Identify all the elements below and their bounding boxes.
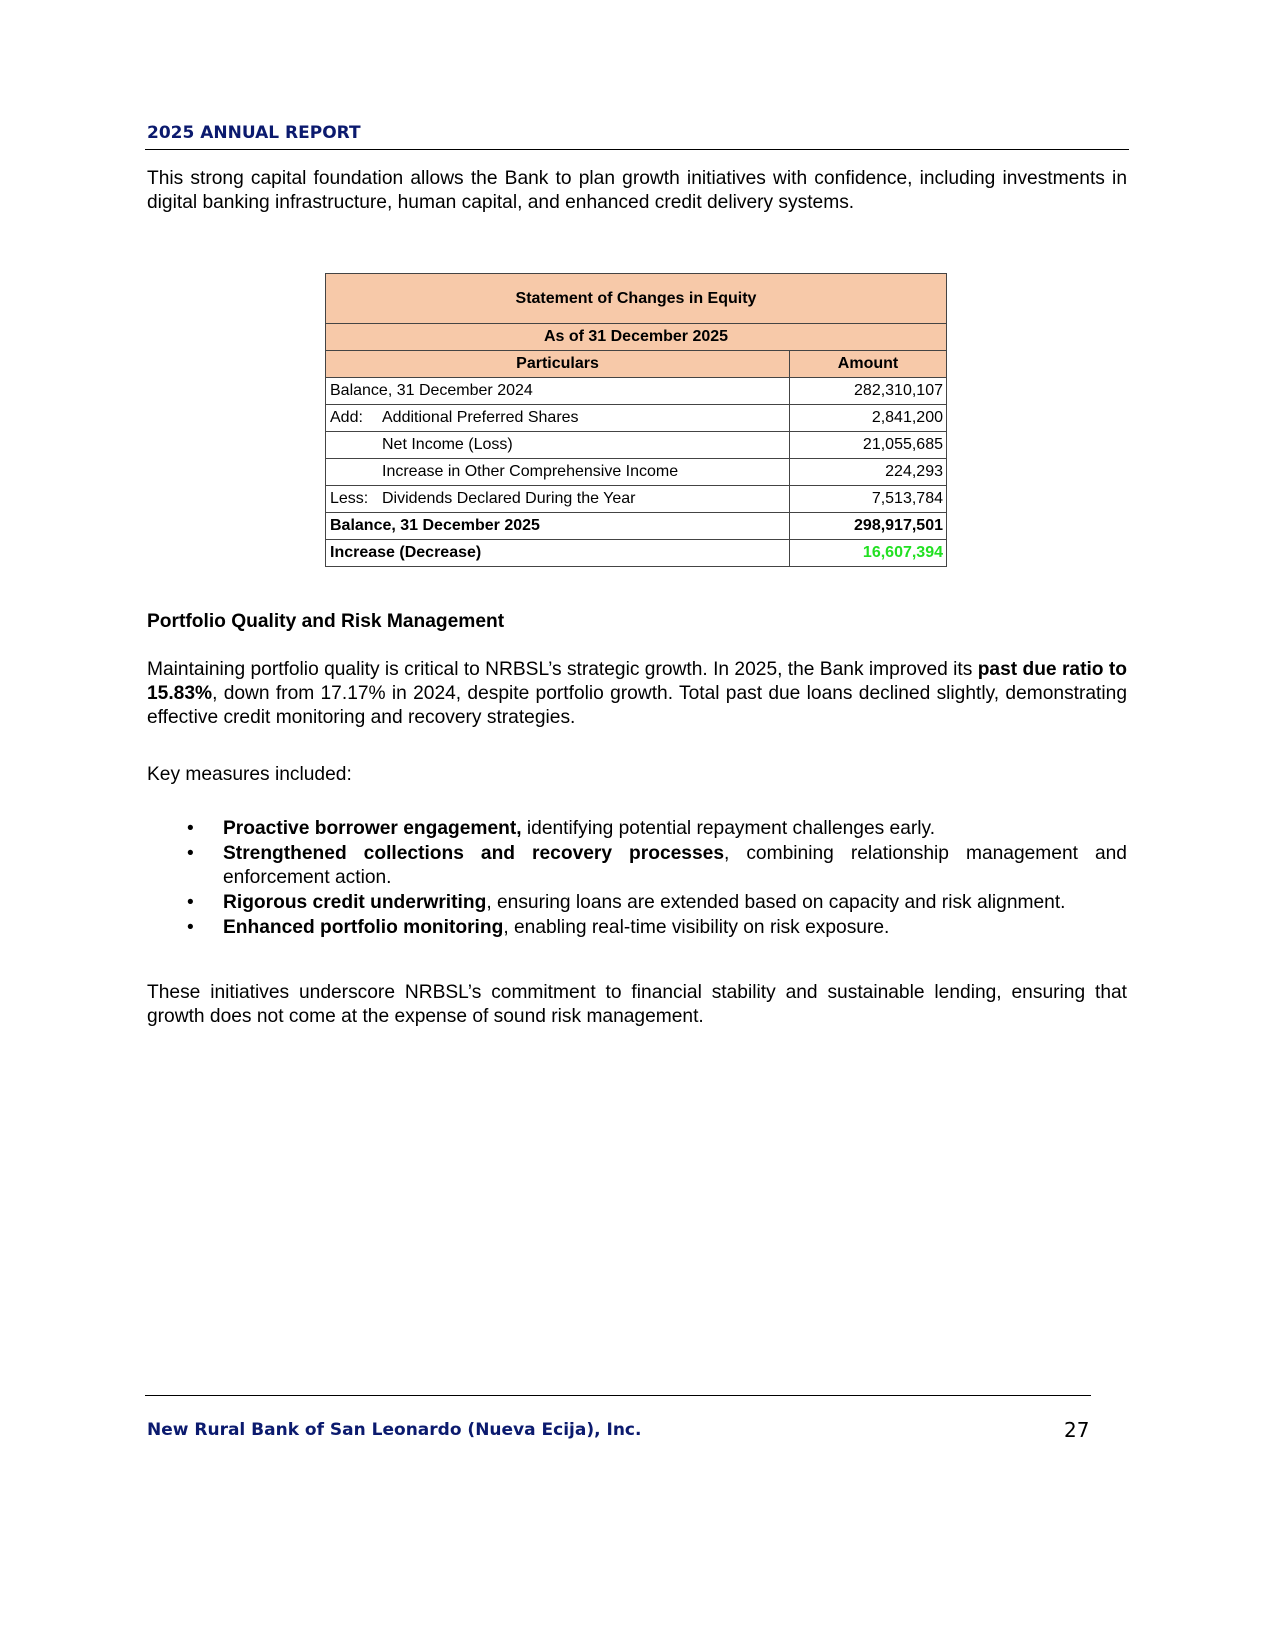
list-item <box>147 817 1127 841</box>
list-item-text: , ensuring loans are extended based on capacity and risk alignment. <box>486 892 1066 913</box>
bullet-icon: • <box>187 917 194 938</box>
equity-statement-table <box>325 273 947 567</box>
list-item-emphasis: Rigorous credit underwriting <box>223 892 487 913</box>
list-item-text: identifying potential repayment challenges early. <box>521 818 936 839</box>
row-label-cell <box>326 405 790 432</box>
column-header-particulars: Particulars <box>326 351 790 378</box>
table-row-change <box>326 540 947 567</box>
paragraph-text: Maintaining portfolio quality is critical to NRBSL’s strategic growth. In 2025, the Bank improved its <box>147 659 978 680</box>
section-heading: Portfolio Quality and Risk Management <box>147 611 505 632</box>
list-item <box>147 916 1127 940</box>
header-divider <box>145 149 1129 150</box>
list-item-emphasis: Strengthened collections and recovery processes <box>223 843 724 864</box>
row-label: Balance, 31 December 2025 <box>326 513 790 540</box>
row-prefix: Add: <box>330 409 363 426</box>
bullet-icon: • <box>187 892 194 913</box>
table-row <box>326 405 947 432</box>
row-label: Additional Preferred Shares <box>382 409 579 426</box>
list-item-emphasis: Proactive borrower engagement, <box>223 818 522 839</box>
table-row <box>326 432 947 459</box>
table-row <box>326 378 947 405</box>
row-label-cell <box>326 432 790 459</box>
footer-organization: New Rural Bank of San Leonardo (Nueva Ecija), Inc. <box>147 1420 642 1440</box>
paragraph-emphasis: past due ratio to 15.83% <box>147 659 1127 704</box>
list-item-emphasis: Enhanced portfolio monitoring <box>223 917 504 938</box>
column-header-amount: Amount <box>790 351 947 378</box>
row-amount: 2,841,200 <box>790 405 947 432</box>
row-label: Balance, 31 December 2024 <box>326 378 790 405</box>
row-label: Dividends Declared During the Year <box>382 490 636 507</box>
row-label-cell <box>326 486 790 513</box>
row-amount: 298,917,501 <box>790 513 947 540</box>
list-item <box>147 842 1127 890</box>
table-title: Statement of Changes in Equity <box>326 274 947 324</box>
closing-paragraph: These initiatives underscore NRBSL’s commitment to financial stability and sustainable lending, ensuring that growth does not come at the expense of sound risk management. <box>147 982 1127 1027</box>
row-label: Net Income (Loss) <box>382 436 513 453</box>
bullet-icon: • <box>187 818 194 839</box>
row-amount-highlight: 16,607,394 <box>790 540 947 567</box>
page-number: 27 <box>1064 1418 1090 1442</box>
measures-intro: Key measures included: <box>147 764 352 785</box>
row-amount: 282,310,107 <box>790 378 947 405</box>
paragraph-text: , down from 17.17% in 2024, despite portfolio growth. Total past due loans declined slightly, demonstrating effective credit monitoring and recovery strategies. <box>147 683 1127 728</box>
bullet-icon: • <box>187 843 194 864</box>
list-item-text: , combining relationship management and enforcement action. <box>223 843 1127 888</box>
table-row <box>326 486 947 513</box>
table-row <box>326 459 947 486</box>
list-item <box>147 891 1127 915</box>
table-row-total <box>326 513 947 540</box>
table-subtitle: As of 31 December 2025 <box>326 324 947 351</box>
report-header-title: 2025 ANNUAL REPORT <box>147 123 361 143</box>
intro-paragraph: This strong capital foundation allows the Bank to plan growth initiatives with confidence, including investments in digital banking infrastructure, human capital, and enhanced credit delivery systems. <box>147 168 1127 213</box>
row-prefix: Less: <box>330 490 369 507</box>
footer-divider <box>145 1395 1091 1396</box>
row-amount: 224,293 <box>790 459 947 486</box>
row-amount: 7,513,784 <box>790 486 947 513</box>
list-item-text: , enabling real-time visibility on risk exposure. <box>503 917 890 938</box>
portfolio-paragraph <box>147 658 1127 730</box>
row-label: Increase (Decrease) <box>326 540 790 567</box>
row-label: Increase in Other Comprehensive Income <box>382 463 679 480</box>
measures-list <box>147 817 1127 941</box>
row-label-cell <box>326 459 790 486</box>
row-amount: 21,055,685 <box>790 432 947 459</box>
